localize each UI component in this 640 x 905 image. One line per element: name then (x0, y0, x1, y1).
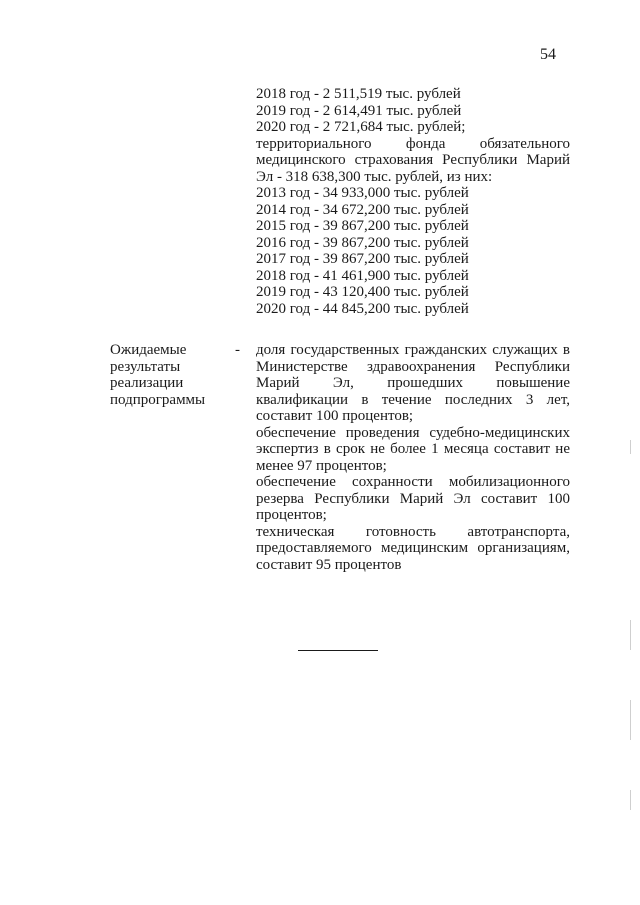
end-of-section-rule (298, 650, 378, 651)
territorial-fund-text: территориального фонда обязательного медицинского страхования Республики Марий Эл - 318 638,300 тыс. рублей, из них: (256, 135, 570, 185)
scan-edge-mark (630, 620, 631, 650)
result-item: обеспечение проведения судебно-медицинских экспертиз в срок не более 1 месяца составит не менее 97 процентов; (256, 424, 570, 474)
scan-edge-mark (630, 440, 631, 454)
funding-line: 2019 год - 2 614,491 тыс. рублей (256, 102, 462, 119)
funding-line: 2017 год - 39 867,200 тыс. рублей (256, 251, 469, 267)
expected-results-label (110, 342, 220, 408)
label-line: Ожидаемые (110, 342, 187, 358)
funding-line: 2020 год - 44 845,200 тыс. рублей (256, 300, 469, 317)
funding-line: 2015 год - 39 867,200 тыс. рублей (256, 218, 469, 234)
funding-line: 2019 год - 43 120,400 тыс. рублей (256, 284, 469, 300)
expected-results-content (256, 342, 570, 573)
result-item: доля государственных гражданских служащих в Министерстве здравоохранения Республики Марий Эл, прошедших повышение квалификации в течение последних 3 лет, составит 100 процентов; (256, 342, 570, 424)
result-item: техническая готовность автотранспорта, предоставляемого медицинским организациям, составит 95 процентов (256, 523, 570, 573)
funding-line: 2014 год - 34 672,200 тыс. рублей (256, 201, 469, 218)
label-line: результаты (110, 358, 181, 375)
label-line: реализации (110, 375, 184, 391)
result-item: обеспечение сохранности мобилизационного резерва Республики Марий Эл составит 100 процентов; (256, 474, 570, 523)
scan-edge-mark (630, 790, 631, 810)
results-dash: - (235, 342, 240, 358)
funding-line: 2013 год - 34 933,000 тыс. рублей (256, 185, 469, 201)
funding-line: 2018 год - 41 461,900 тыс. рублей (256, 267, 469, 284)
funding-block (256, 86, 570, 317)
funding-line: 2018 год - 2 511,519 тыс. рублей (256, 86, 461, 102)
funding-line: 2020 год - 2 721,684 тыс. рублей; (256, 119, 466, 135)
scan-edge-mark (630, 700, 631, 740)
label-line: подпрограммы (110, 391, 206, 408)
page-number: 54 (540, 46, 556, 63)
funding-line: 2016 год - 39 867,200 тыс. рублей (256, 234, 469, 251)
